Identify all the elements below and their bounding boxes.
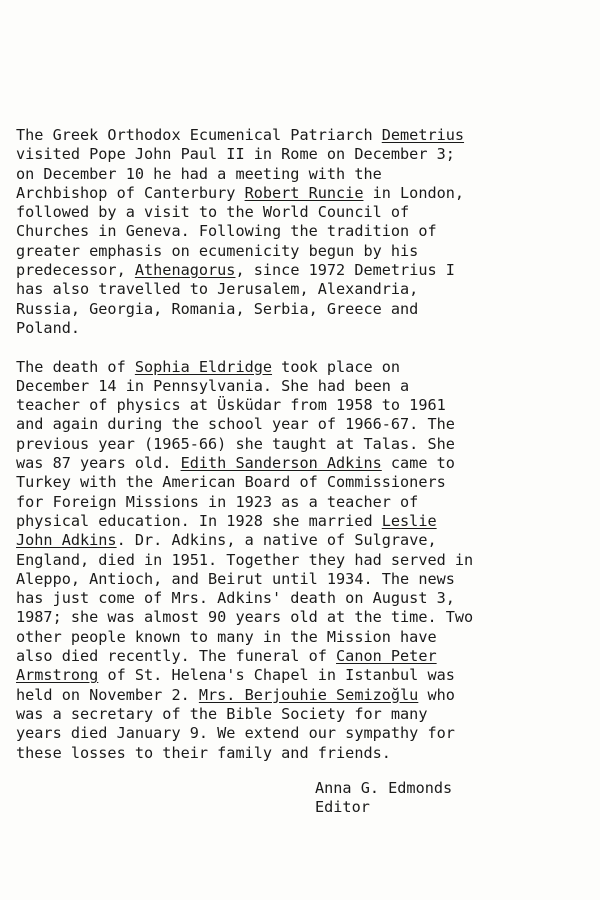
text-line (16, 145, 596, 164)
underlined-name: Demetrius (381, 126, 465, 144)
text-segment: was 87 years old. (16, 454, 181, 473)
text-segment: 1987; she was almost 90 years old at the time. Two (16, 608, 474, 627)
signature-block (315, 779, 452, 818)
text-segment: Turkey with the American Board of Commissioners (16, 473, 446, 492)
text-segment: England, died in 1951. Together they had served in (16, 550, 474, 569)
text-segment: December 14 in Pennsylvania. She had been a (16, 376, 410, 395)
text-segment: Russia, Georgia, Romania, Serbia, Greece and (16, 299, 419, 318)
underlined-name: Sophia Eldridge (134, 357, 273, 376)
text-segment: came to (381, 454, 455, 473)
text-line (16, 184, 596, 203)
text-segment: The death of (16, 357, 135, 376)
text-segment: The Greek Orthodox Ecumenical Patriarch (16, 126, 382, 144)
text-line (16, 531, 596, 550)
underlined-name: Robert Runcie (244, 183, 364, 202)
underlined-name: Edith Sanderson Adkins (180, 454, 382, 473)
text-line (16, 319, 596, 338)
text-segment: and again during the school year of 1966-67. The (16, 415, 455, 434)
text-segment: of St. Helena's Chapel in Istanbul was (98, 666, 455, 685)
text-line (16, 358, 596, 377)
text-segment: . Dr. Adkins, a native of Sulgrave, (116, 531, 437, 550)
text-line (16, 647, 596, 666)
underlined-name: John Adkins (16, 531, 117, 550)
text-segment: was a secretary of the Bible Society for many (16, 704, 428, 723)
text-line (16, 686, 596, 705)
paragraph-patriarch-visit (16, 126, 596, 338)
text-segment: physical education. In 1928 she married (16, 511, 382, 530)
text-line (16, 628, 596, 647)
editor-name: Anna G. Edmonds (315, 779, 453, 797)
text-segment: these losses to their family and friends. (16, 743, 391, 762)
text-segment: Aleppo, Antioch, and Beirut until 1934. The news (16, 569, 455, 588)
text-line (16, 512, 596, 531)
text-segment: held on November 2. (16, 685, 199, 704)
text-segment: Poland. (16, 318, 81, 337)
text-segment: , since 1972 Demetrius I (235, 261, 455, 280)
text-line (16, 300, 596, 319)
underlined-name: Athenagorus (134, 261, 236, 280)
underlined-name: Canon Peter (336, 647, 437, 666)
text-line (16, 589, 596, 608)
text-line (16, 377, 596, 396)
text-line (16, 608, 596, 627)
text-line (16, 666, 596, 685)
text-segment: Archbishop of Canterbury (16, 183, 245, 202)
text-segment: has just come of Mrs. Adkins' death on August 3, (16, 589, 455, 608)
text-segment: also died recently. The funeral of (16, 647, 337, 666)
text-line (16, 415, 596, 434)
text-line (16, 551, 596, 570)
text-line (16, 493, 596, 512)
text-line (16, 396, 596, 415)
text-segment: has also travelled to Jerusalem, Alexandria, (16, 280, 419, 299)
text-line (16, 435, 596, 454)
text-segment: previous year (1965-66) she taught at Talas. She (16, 434, 455, 453)
text-line (16, 165, 596, 184)
text-segment: followed by a visit to the World Council of (16, 203, 410, 222)
text-line (16, 724, 596, 743)
editor-title: Editor (315, 798, 370, 817)
document-body (16, 126, 596, 763)
text-line (16, 203, 596, 222)
text-line (16, 454, 596, 473)
text-line (16, 705, 596, 724)
text-line (16, 570, 596, 589)
text-segment: teacher of physics at Üsküdar from 1958 to 1961 (16, 396, 446, 415)
text-segment: on December 10 he had a meeting with the (16, 164, 382, 183)
text-line (16, 280, 596, 299)
text-segment: in London, (363, 183, 465, 202)
text-segment: predecessor, (16, 261, 135, 280)
text-segment: greater emphasis on ecumenicity begun by his (16, 241, 419, 260)
text-line (16, 126, 596, 145)
text-segment: visited Pope John Paul II in Rome on December 3; (16, 145, 455, 164)
text-line (16, 744, 596, 763)
text-segment: took place on (272, 357, 401, 376)
underlined-name: Mrs. Berjouhie Semizoğlu (198, 685, 419, 704)
text-segment: who (418, 685, 455, 704)
text-segment: other people known to many in the Mission have (16, 627, 437, 646)
text-segment: years died January 9. We extend our sympathy for (16, 724, 455, 743)
paragraph-obituaries (16, 358, 596, 763)
underlined-name: Armstrong (16, 666, 99, 685)
text-line (16, 473, 596, 492)
text-line (16, 242, 596, 261)
text-line (16, 261, 596, 280)
text-segment: Churches in Geneva. Following the tradition of (16, 222, 437, 241)
text-line (16, 222, 596, 241)
underlined-name: Leslie (381, 511, 437, 530)
text-segment: for Foreign Missions in 1923 as a teacher of (16, 492, 419, 511)
